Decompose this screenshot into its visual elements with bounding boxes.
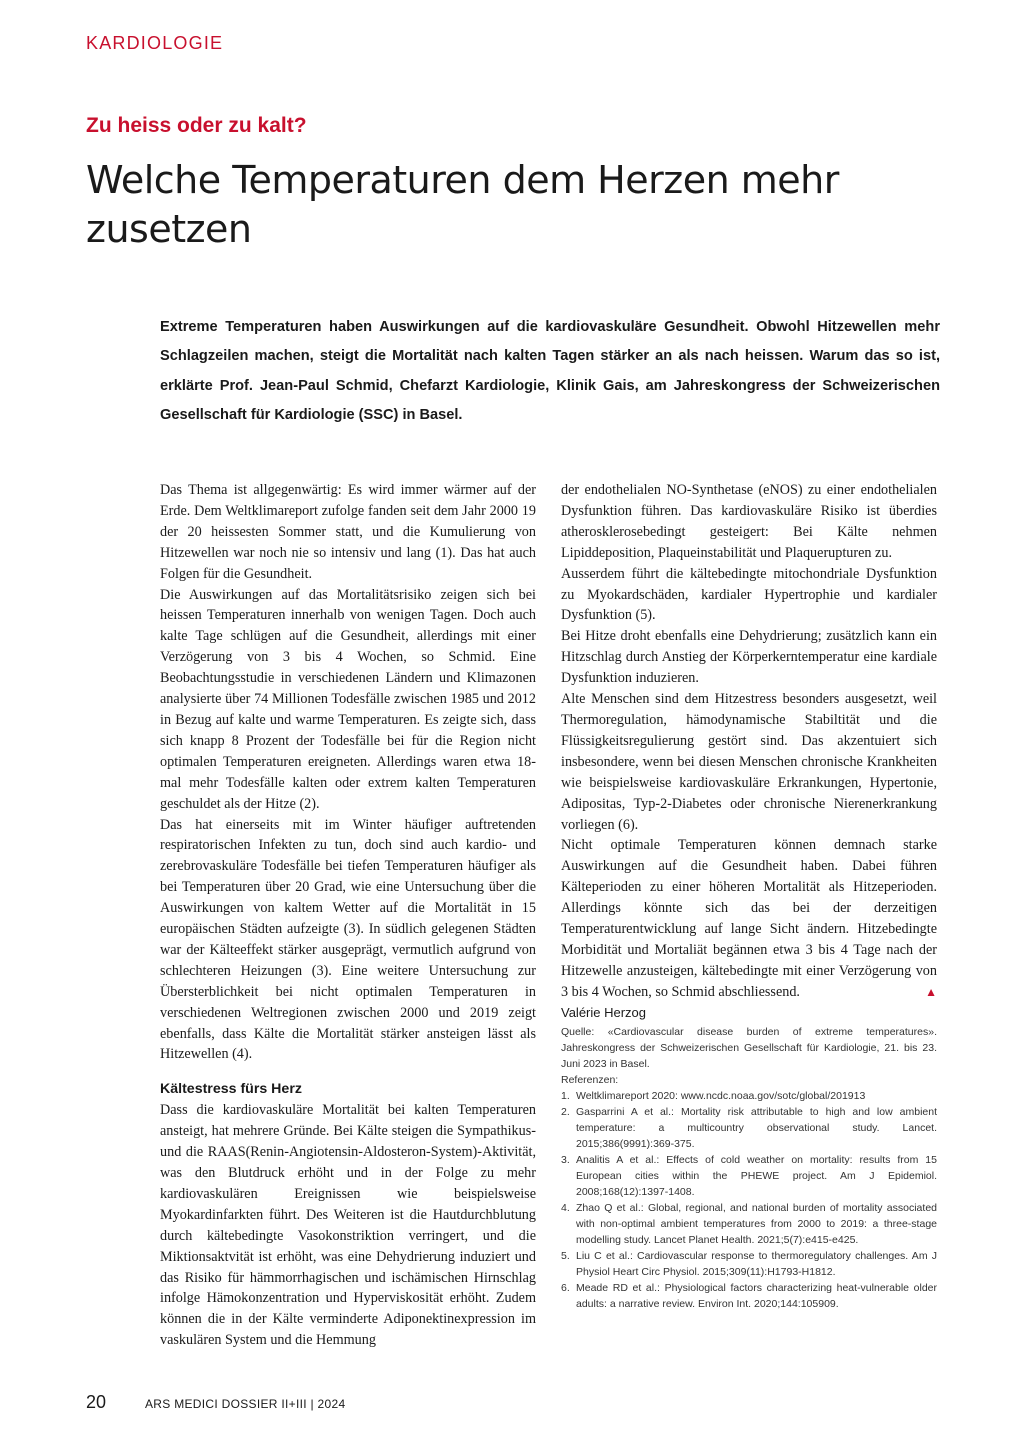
reference-item [561, 1200, 937, 1248]
page-number: 20 [86, 1392, 107, 1412]
author-name: Valérie Herzog [561, 1004, 647, 1020]
article-kicker: Zu heiss oder zu kalt? [86, 114, 307, 137]
body-paragraph: Alte Menschen sind dem Hitzestress besonders ausgesetzt, weil Thermoregulation, hämodynamische Stabiltität und die Flüssigkeitsregulierung gestört sind. Das akzentuiert sich insbesondere, wenn bei diesen Menschen chronische Krankheiten wie beispielsweise kardiovaskuläre Erkrankungen, Hypertonie, Adipositas, Typ-2-Diabetes oder chronische Nierenerkrankung vorliegen (6). [561, 691, 937, 833]
body-paragraph: Das hat einerseits mit im Winter häufiger auftretenden respiratorischen Infekten zu tun, doch sind auch kardio- und zerebrovaskuläre Todesfälle bei tiefen Temperaturen häufiger als bei Temperaturen über 20 Grad, wie eine Untersuchung über die Auswirkungen von kaltem Wetter auf die Mortalität in 15 europäischen Städten aufzeigte (3). In südlich gelegenen Städten war der Kälteeffekt stärker ausgeprägt, vermutlich aufgrund von schlechteren Heizungen (3). Eine weitere Untersuchung zur Übersterblichkeit bei nicht optimalen Temperaturen in verschiedenen Weltregionen zwischen 2000 und 2019 zeigt ebenfalls, dass Kälte die Mortalität stärker ansteigen lässt als Hitzewellen (4). [160, 816, 536, 1063]
section-label: KARDIOLOGIE [86, 33, 224, 53]
reference-number: 2. [561, 1105, 570, 1118]
left-column [160, 480, 536, 1351]
body-paragraph-final [561, 835, 937, 1002]
reference-item [561, 1088, 937, 1104]
final-paragraph-text: Nicht optimale Temperaturen können demnach starke Auswirkungen auf die Gesundheit haben. Dabei führen Kälteperioden zu einer höheren Mortalität als Hitzeperioden. Allerdings könnte sich das bei der derzeitigen Temperaturentwicklung auf lange Sicht ändern. Hitzebedingte Morbidität und Mortaliät begännen etwa 3 bis 4 Tage nach der Hitzewelle anzusteigen, kältebedingte mit einer Verzögerung von 3 bis 4 Wochen, so Schmid abschliessend. [561, 837, 937, 1000]
reference-text: Zhao Q et al.: Global, regional, and national burden of mortality associated with non-optimal ambient temperatures from 2000 to 2019: a three-stage modelling study. Lancet Planet Health. 2021;5(7):e415-e425. [576, 1201, 937, 1246]
article-title: Welche Temperaturen dem Herzen mehr zusetzen [86, 158, 839, 251]
body-paragraph: der endothelialen NO-Synthetase (eNOS) zu einer endothelialen Dysfunktion führen. Das kardiovaskuläre Risiko ist überdies atherosklerosebedingt gesteigert: Bei Kälte nehmen Lipiddeposition, Plaqueinstabilität und Plaquerupturen zu. [561, 482, 937, 561]
source-note: Quelle: «Cardiovascular disease burden of extreme temperatures». Jahreskongress der Schweizerischen Gesellschaft für Kardiologie, 21. bis 23. Juni 2023 in Basel. [561, 1025, 937, 1070]
body-paragraph: Dass die kardiovaskuläre Mortalität bei kalten Temperaturen ansteigt, hat mehrere Gründe. Bei Kälte steigen die Sympathikus- und die RAAS(Renin-Angiotensin-Aldosteron-System)-Aktivität, was den Blutdruck erhöht und in der Folge zu mehr kardiovaskulären Ereignissen wie beispielsweise Myokardinfarkten führt. Des Weiteren ist die Hautdurchblutung durch kältebedingte Vasokonstriktion verringert, und die Miktionsaktvität ist erhöht, was eine Dehydrierung induziert und das Risiko für hämmorrhagischen und ischämischen Hirnschlag infolge Hämokonzentration und Hyperviskosität erhöht. Zudem können die in der Kälte verminderte Adiponektinexpression im vaskulären System und die Hemmung [160, 1102, 536, 1349]
body-paragraph: Ausserdem führt die kältebedingte mitochondriale Dysfunktion zu Myokardschäden, kardialer Hypertrophie und kardialer Dysfunktion (5). [561, 565, 937, 624]
reference-text: Liu C et al.: Cardiovascular response to thermoregulatory challenges. Am J Physiol Heart Circ Physiol. 2015;309(11):H1793-H1812. [576, 1249, 937, 1278]
right-column [561, 480, 937, 1312]
reference-number: 6. [561, 1281, 570, 1294]
reference-text: Weltklimareport 2020: www.ncdc.noaa.gov/sotc/global/201913 [576, 1089, 866, 1102]
references-list [561, 1088, 937, 1312]
end-of-article-triangle-icon: ▲ [925, 984, 937, 999]
reference-text: Analitis A et al.: Effects of cold weather on mortality: results from 15 European cities within the PHEWE project. Am J Epidemiol. 2008;168(12):1397-1408. [576, 1153, 937, 1198]
reference-item [561, 1248, 937, 1280]
body-paragraph: Das Thema ist allgegenwärtig: Es wird immer wärmer auf der Erde. Dem Weltklimareport zufolge fanden seit dem Jahr 2000 19 der 20 heissesten Sommer statt, und die Kumulierung von Hitzewellen war noch nie so intensiv und lang (1). Das hat auch Folgen für die Gesundheit. [160, 482, 536, 582]
reference-number: 5. [561, 1249, 570, 1262]
body-paragraph: Die Auswirkungen auf das Mortalitätsrisiko zeigen sich bei heissen Temperaturen innerhalb von wenigen Tagen. Doch auch kalte Tage schlügen auf die Gesundheit, allerdings mit einer Verzögerung von 3 bis 4 Wochen, so Schmid. Eine Beobachtungsstudie in verschiedenen Ländern und Klimazonen analysierte über 74 Millionen Todesfälle zwischen 1985 und 2012 in Bezug auf kalte und warme Temperaturen. Es zeigte sich, dass sich knapp 8 Prozent der Todesfälle bei für die Region nicht optimalen Temperaturen ereigneten. Allerdings waren etwa 18-mal mehr Todesfälle kalten oder extrem kalten Temperaturen geschuldet als der Hitze (2). [160, 586, 536, 812]
reference-item [561, 1280, 937, 1312]
reference-number: 3. [561, 1153, 570, 1166]
article-lead: Extreme Temperaturen haben Auswirkungen auf die kardiovaskuläre Gesundheit. Obwohl Hitzewellen mehr Schlagzeilen machen, steigt die Mortalität nach kalten Tagen stärker an als nach heissen. Warum das so ist, erklärte Prof. Jean-Paul Schmid, Chefarzt Kardiologie, Klinik Gais, am Jahreskongress der Schweizerischen Gesellschaft für Kardiologie (SSC) in Basel. [160, 319, 940, 423]
reference-item [561, 1152, 937, 1200]
references-title: Referenzen: [561, 1073, 619, 1086]
reference-item [561, 1104, 937, 1152]
journal-footer: ARS MEDICI DOSSIER II+III | 2024 [145, 1397, 346, 1411]
reference-text: Gasparrini A et al.: Mortality risk attributable to high and low ambient temperature: a multicountry observational study. Lancet. 2015;386(9991):369-375. [576, 1105, 937, 1150]
reference-text: Meade RD et al.: Physiological factors characterizing heat-vulnerable older adults: a narrative review. Environ Int. 2020;144:105909. [576, 1281, 937, 1310]
section-subheading: Kältestress fürs Herz [160, 1081, 302, 1098]
body-paragraph: Bei Hitze droht ebenfalls eine Dehydrierung; zusätzlich kann ein Hitzschlag durch Anstieg der Körperkerntemperatur eine kardiale Dysfunktion induzieren. [561, 628, 937, 687]
reference-number: 1. [561, 1089, 570, 1102]
reference-number: 4. [561, 1201, 570, 1214]
